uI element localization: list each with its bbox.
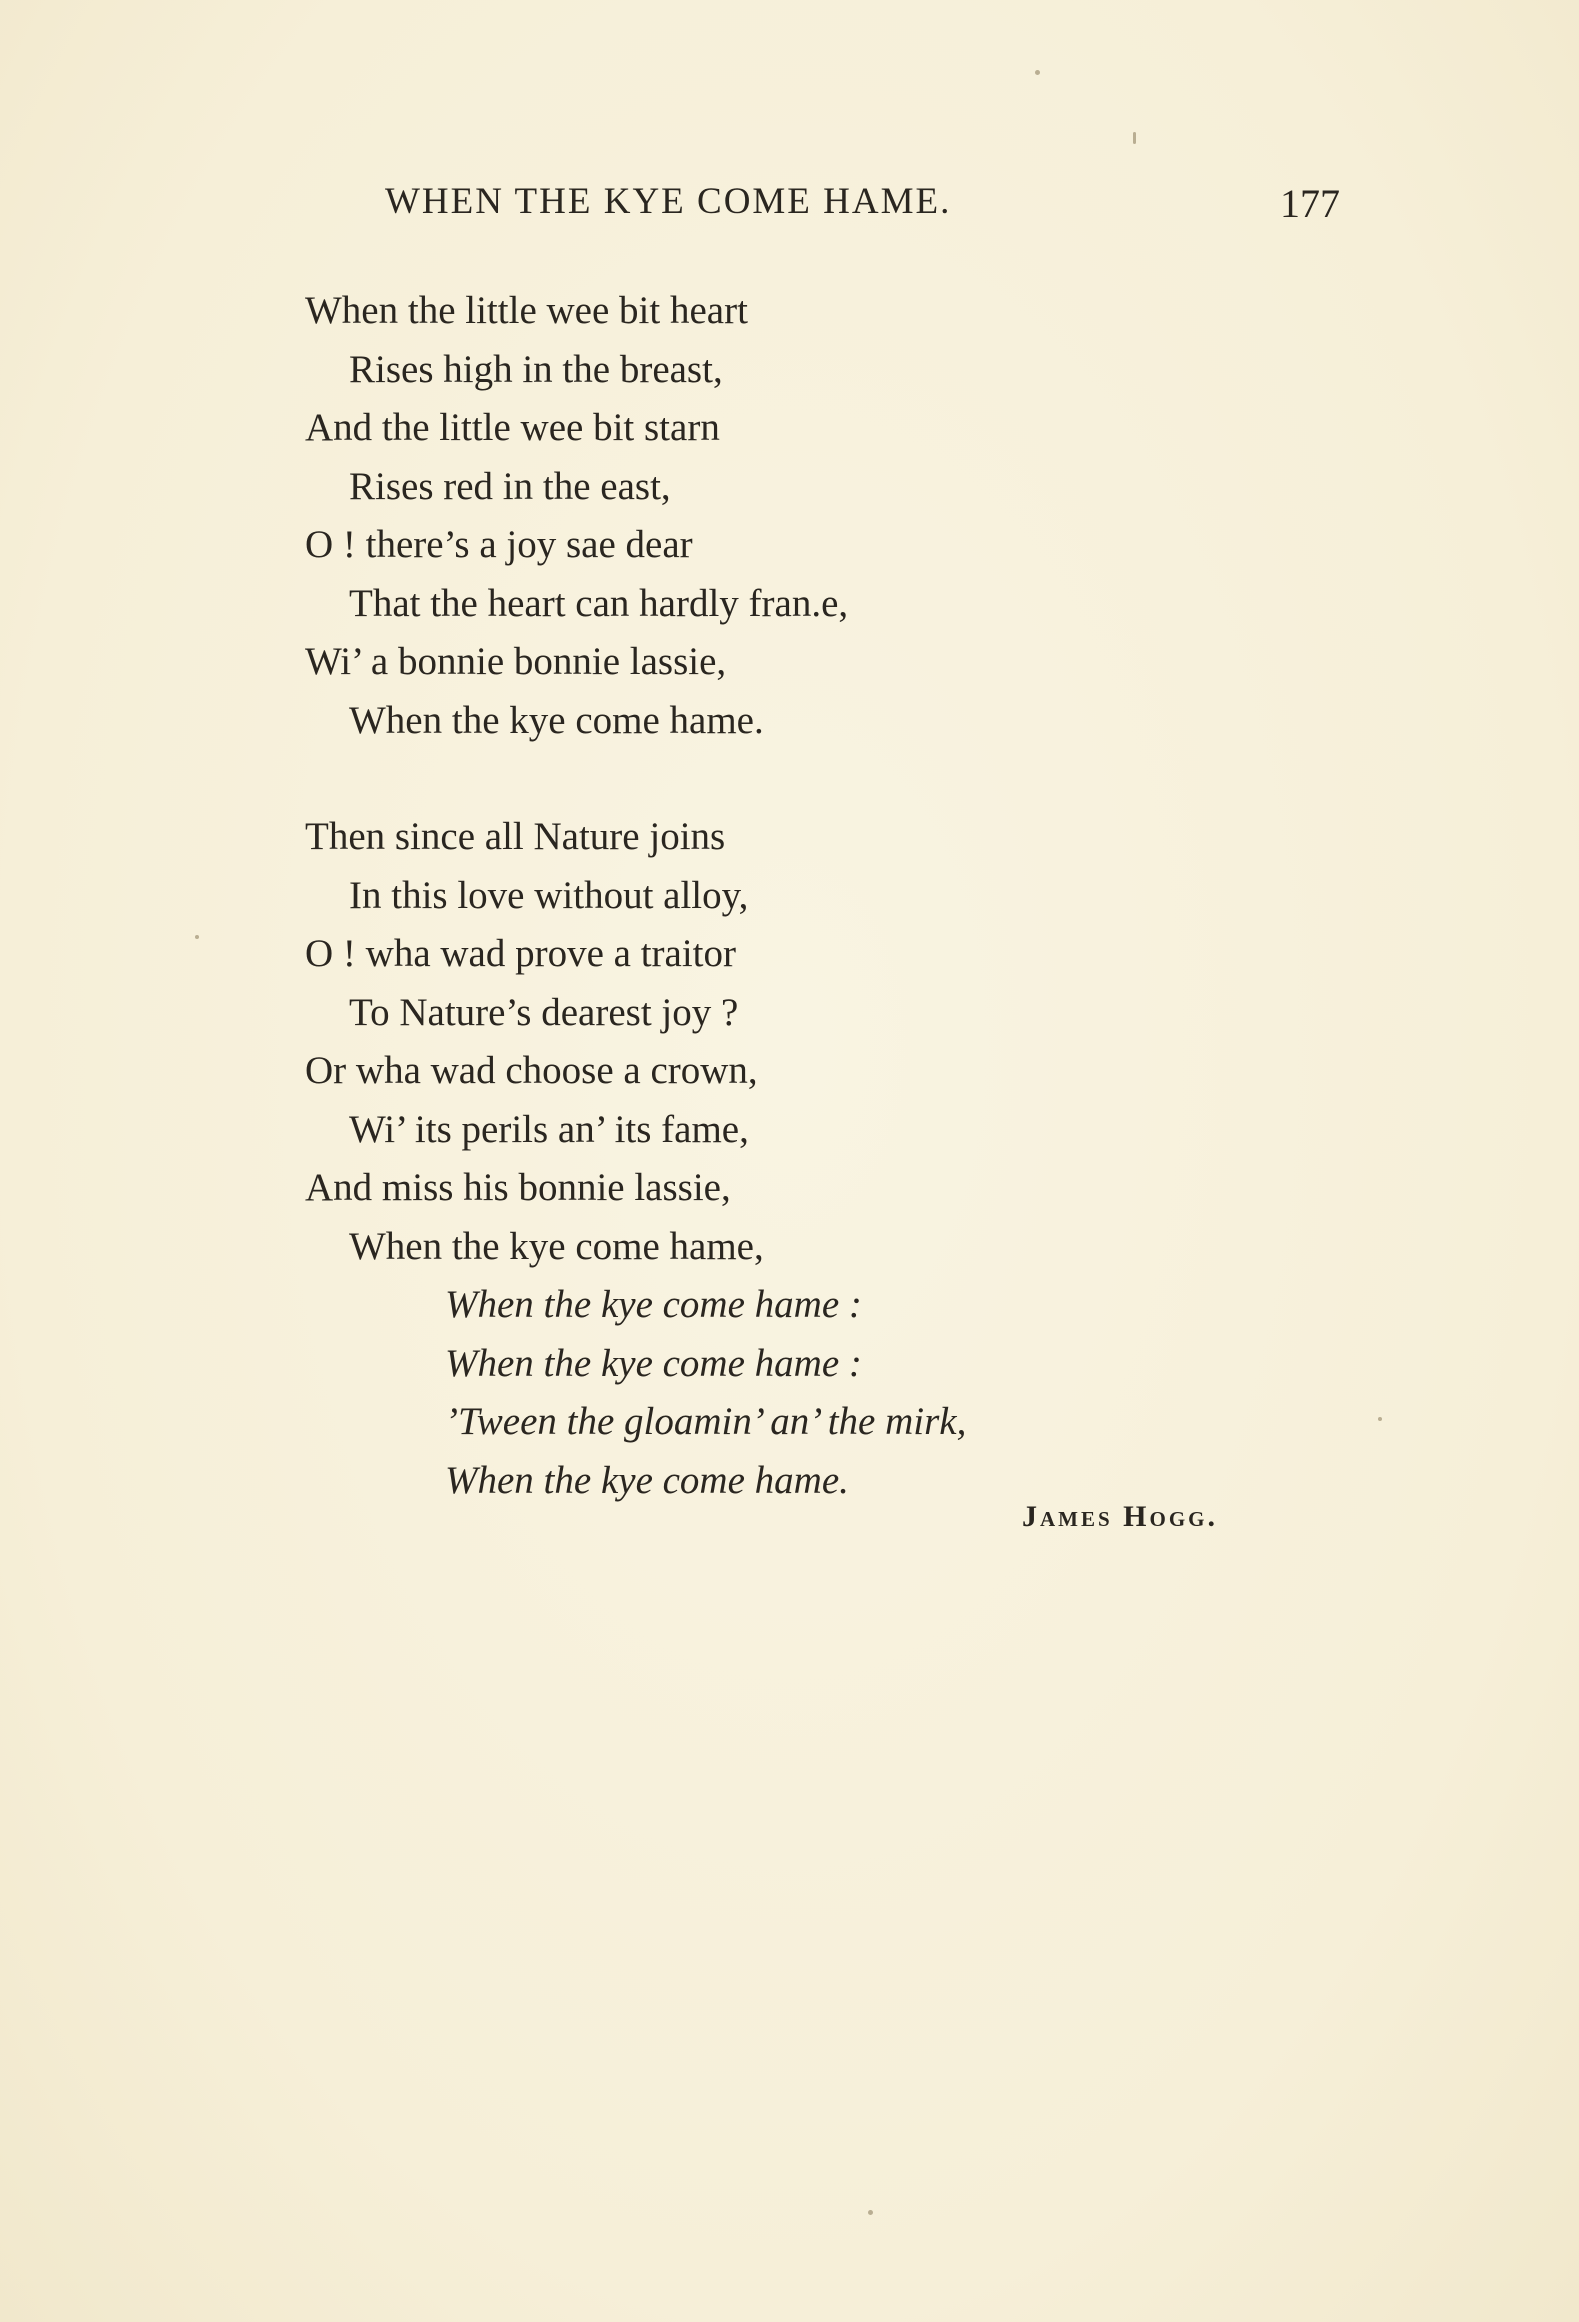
poem-line: Wi’ its perils an’ its fame, <box>349 1107 749 1151</box>
refrain-line: When the kye come hame : <box>445 1283 862 1326</box>
poem-line: Then since all Nature joins <box>305 815 726 858</box>
poem-line: When the kye come hame, <box>349 1224 764 1268</box>
paper-speck <box>1378 1417 1382 1421</box>
refrain-line: When the kye come hame. <box>445 1458 849 1502</box>
refrain-line: When the kye come hame : <box>445 1341 862 1385</box>
poem-line: When the kye come hame. <box>349 698 764 742</box>
poem-line: O ! there’s a joy sae dear <box>305 523 693 566</box>
author-attribution: James Hogg. <box>1022 1500 1219 1533</box>
paper-speck <box>1035 70 1040 75</box>
poem-line: Rises red in the east, <box>349 464 671 508</box>
poem-line: O ! wha wad prove a traitor <box>305 932 736 975</box>
paper-speck <box>868 2210 873 2215</box>
page-number: 177 <box>1280 181 1340 226</box>
poem-line: In this love without alloy, <box>349 873 749 917</box>
refrain-line: ’Tween the gloamin’ an’ the mirk, <box>445 1400 967 1443</box>
poem-line: Or wha wad choose a crown, <box>305 1049 758 1092</box>
poem-text <box>305 282 1305 1510</box>
poem-line: To Nature’s dearest joy ? <box>349 990 739 1034</box>
paper-speck <box>1133 132 1136 144</box>
poem-line: That the heart can hardly fran.e, <box>349 581 849 625</box>
paper-speck <box>195 935 199 939</box>
stanza-2 <box>305 808 1305 1510</box>
poem-line: Wi’ a bonnie bonnie lassie, <box>305 640 727 683</box>
running-title: WHEN THE KYE COME HAME. <box>385 181 952 222</box>
page-header <box>385 180 1340 230</box>
poem-line: And the little wee bit starn <box>305 406 720 449</box>
poem-line: And miss his bonnie lassie, <box>305 1166 731 1209</box>
poem-line: When the little wee bit heart <box>305 289 748 332</box>
stanza-1 <box>305 282 1305 750</box>
poem-line: Rises high in the breast, <box>349 347 723 391</box>
